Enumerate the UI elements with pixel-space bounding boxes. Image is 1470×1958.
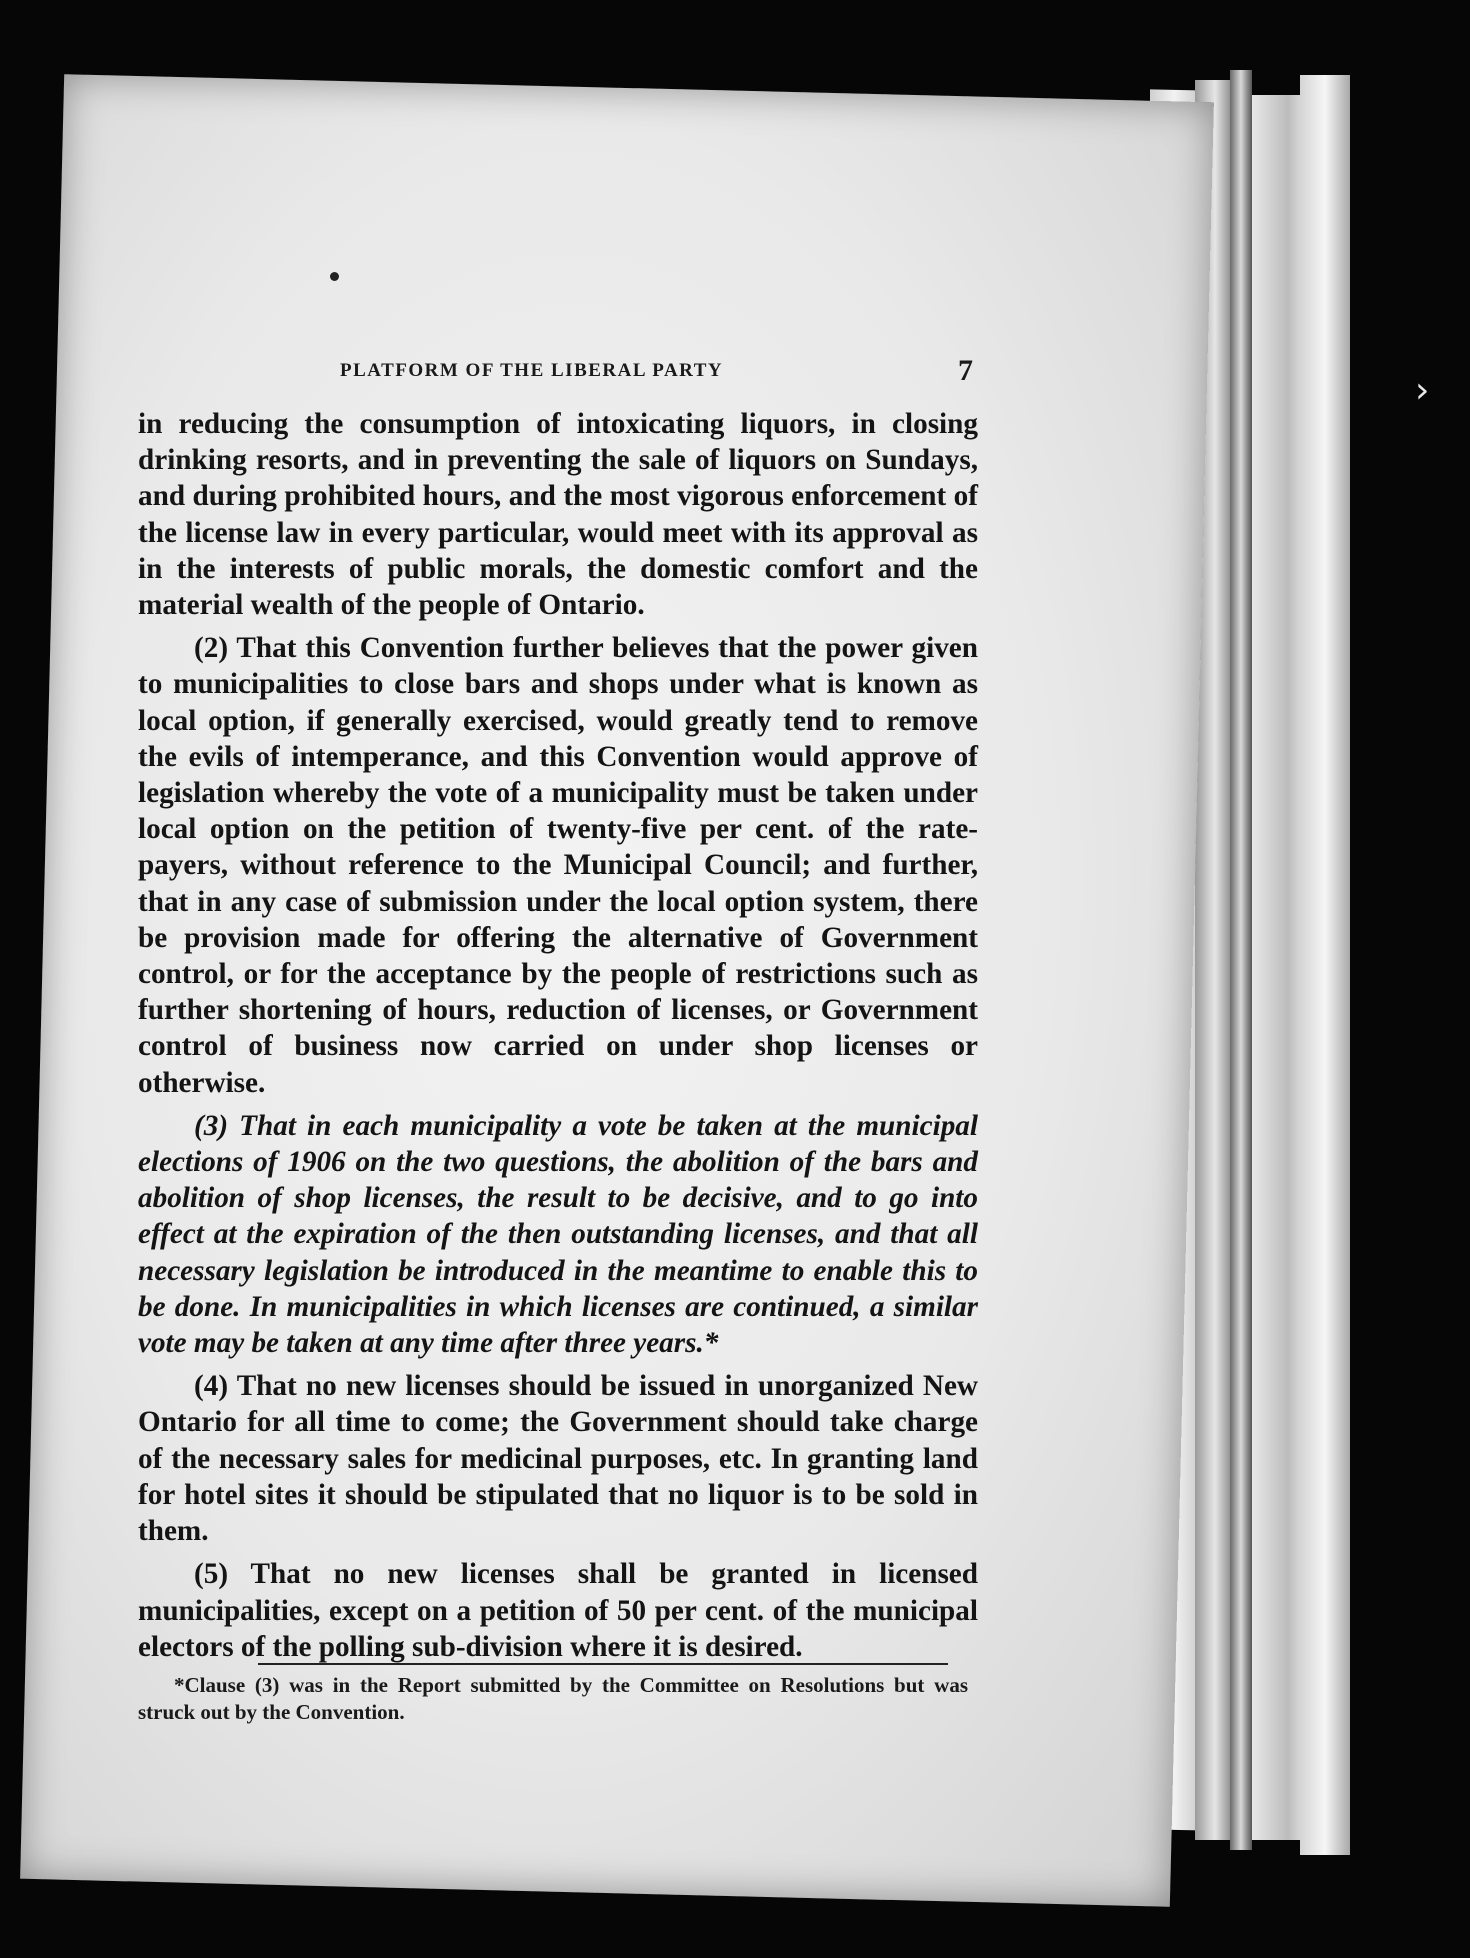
page-edge [1300,75,1350,1855]
footnote-text: *Clause (3) was in the Report submitted by the Committee on Resolutions but was struck out by the Convention. [138,1673,968,1724]
footnote [138,1672,968,1726]
footnote-divider [258,1663,948,1665]
paragraph-clause-2: (2) That this Convention further believes that the power given to municipalities to close bars and shops under what is known as local option, if generally exercised, would greatly tend to remove the evils of intemperance, and this Convention would approve of legislation whereby the vote of a municipality must be taken under local option on the petition of twenty-five per cent. of the rate-payers, without reference to the Municipal Council; and further, that in any case of submission under the local option system, there be provision made for offering the alternative of Government control, or for the acceptance by the people of restrictions such as further shortening of hours, reduction of licenses, or Government control of business now carried on under shop licenses or otherwise. [138,632,978,1099]
ink-speck [330,272,339,281]
paragraph-clause-5: (5) That no new licenses shall be granted in licensed municipalities, except on a petition of 50 per cent. of the municipal electors of the polling sub-division where it is desired. [138,1558,978,1663]
chevron-right-icon: › [1415,370,1430,411]
paragraph-clause-3: (3) That in each municipality a vote be taken at the municipal elections of 1906 on the two questions, the abolition of the bars and abolition of shop licenses, the result to be decisive, and to go into effect at the expiration of the then outstanding licenses, and that all necessary legislation be introduced in the meantime to enable this to be done. In municipalities in which licenses are continued, a similar vote may be taken at any time after three years.* [138,1109,978,1360]
paragraph-clause-4: (4) That no new licenses should be issued in unorganized New Ontario for all time to come; the Government should take charge of the necessary sales for medicinal purposes, etc. In granting land for hotel sites it should be stipulated that no liquor is to be sold in them. [138,1370,978,1548]
paragraph-continuation: in reducing the consumption of intoxicating liquors, in closing drinking resorts, and in preventing the sale of liquors on Sundays, and during prohibited hours, and the most vigorous enforcement of the license law in every particular, would meet with its approval as in the interests of public morals, the domestic comfort and the material wealth of the people of Ontario. [138,408,978,622]
page-number: 7 [958,354,973,387]
page-body [138,406,978,1672]
running-head: PLATFORM OF THE LIBERAL PARTY [340,360,724,381]
page-edge [1230,70,1252,1850]
